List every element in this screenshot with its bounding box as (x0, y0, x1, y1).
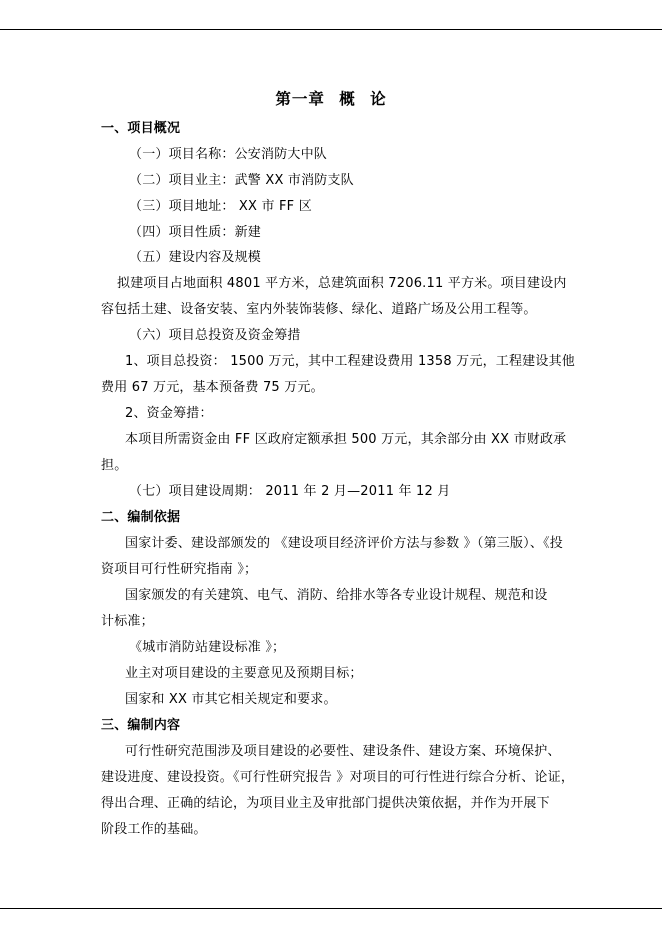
section-heading-overview: 一、项目概况 (101, 121, 181, 136)
fund-raising-heading: 2、资金筹措： (125, 406, 213, 421)
basis-paragraph-line: 国家计委、建设部颁发的 《建设项目经济评价方法与参数 》（第三版）、《投 (125, 536, 563, 551)
project-name-line: （一）项目名称：公安消防大中队 (129, 147, 328, 162)
chapter-title: 第一章 概 论 (275, 90, 387, 108)
content-paragraph-line: 建设进度、建设投资。《可行性研究报告 》对项目的可行性进行综合分析、论证， (101, 770, 575, 785)
construction-scale-heading: （五）建设内容及规模 (129, 250, 262, 265)
project-nature-line: （四）项目性质：新建 (129, 225, 262, 240)
fund-paragraph-line: 担。 (101, 458, 128, 473)
top-rule (0, 29, 662, 30)
basis-paragraph-line: 计标准； (101, 614, 154, 629)
basis-paragraph-line: 国家和 XX 市其它相关规定和要求。 (125, 692, 337, 707)
content-paragraph-line: 可行性研究范围涉及项目建设的必要性、建设条件、建设方案、环境保护、 (125, 744, 561, 759)
investment-heading: （六）项目总投资及资金筹措 (129, 328, 301, 343)
scale-paragraph-line: 容包括土建、设备安装、室内外装饰装修、绿化、道路广场及公用工程等。 (101, 302, 537, 317)
basis-paragraph-line: 业主对项目建设的主要意见及预期目标； (125, 666, 363, 681)
section-heading-basis: 二、编制依据 (101, 510, 181, 525)
project-address-line: （三）项目地址： XX 市 FF 区 (129, 199, 312, 214)
project-owner-line: （二）项目业主：武警 XX 市消防支队 (129, 173, 354, 188)
investment-paragraph-line: 费用 67 万元，基本预备费 75 万元。 (101, 380, 324, 395)
content-paragraph-line: 得出合理、正确的结论，为项目业主及审批部门提供决策依据，并作为开展下 (101, 796, 550, 811)
basis-paragraph-line: 《城市消防站建设标准 》； (129, 640, 286, 655)
fund-paragraph-line: 本项目所需资金由 FF 区政府定额承担 500 万元，其余部分由 XX 市财政承 (125, 432, 567, 447)
section-heading-content: 三、编制内容 (101, 718, 181, 733)
scale-paragraph-line: 拟建项目占地面积 4801 平方米，总建筑面积 7206.11 平方米。项目建设内 (117, 276, 567, 291)
investment-paragraph-line: 1、项目总投资： 1500 万元，其中工程建设费用 1358 万元，工程建设其他 (125, 354, 575, 369)
construction-period-line: （七）项目建设周期： 2011 年 2 月—2011 年 12 月 (129, 484, 451, 499)
basis-paragraph-line: 资项目可行性研究指南 》； (101, 562, 258, 577)
bottom-rule (0, 908, 662, 909)
content-paragraph-line: 阶段工作的基础。 (101, 822, 207, 837)
basis-paragraph-line: 国家颁发的有关建筑、电气、消防、给排水等各专业设计规程、规范和设 (125, 588, 548, 603)
